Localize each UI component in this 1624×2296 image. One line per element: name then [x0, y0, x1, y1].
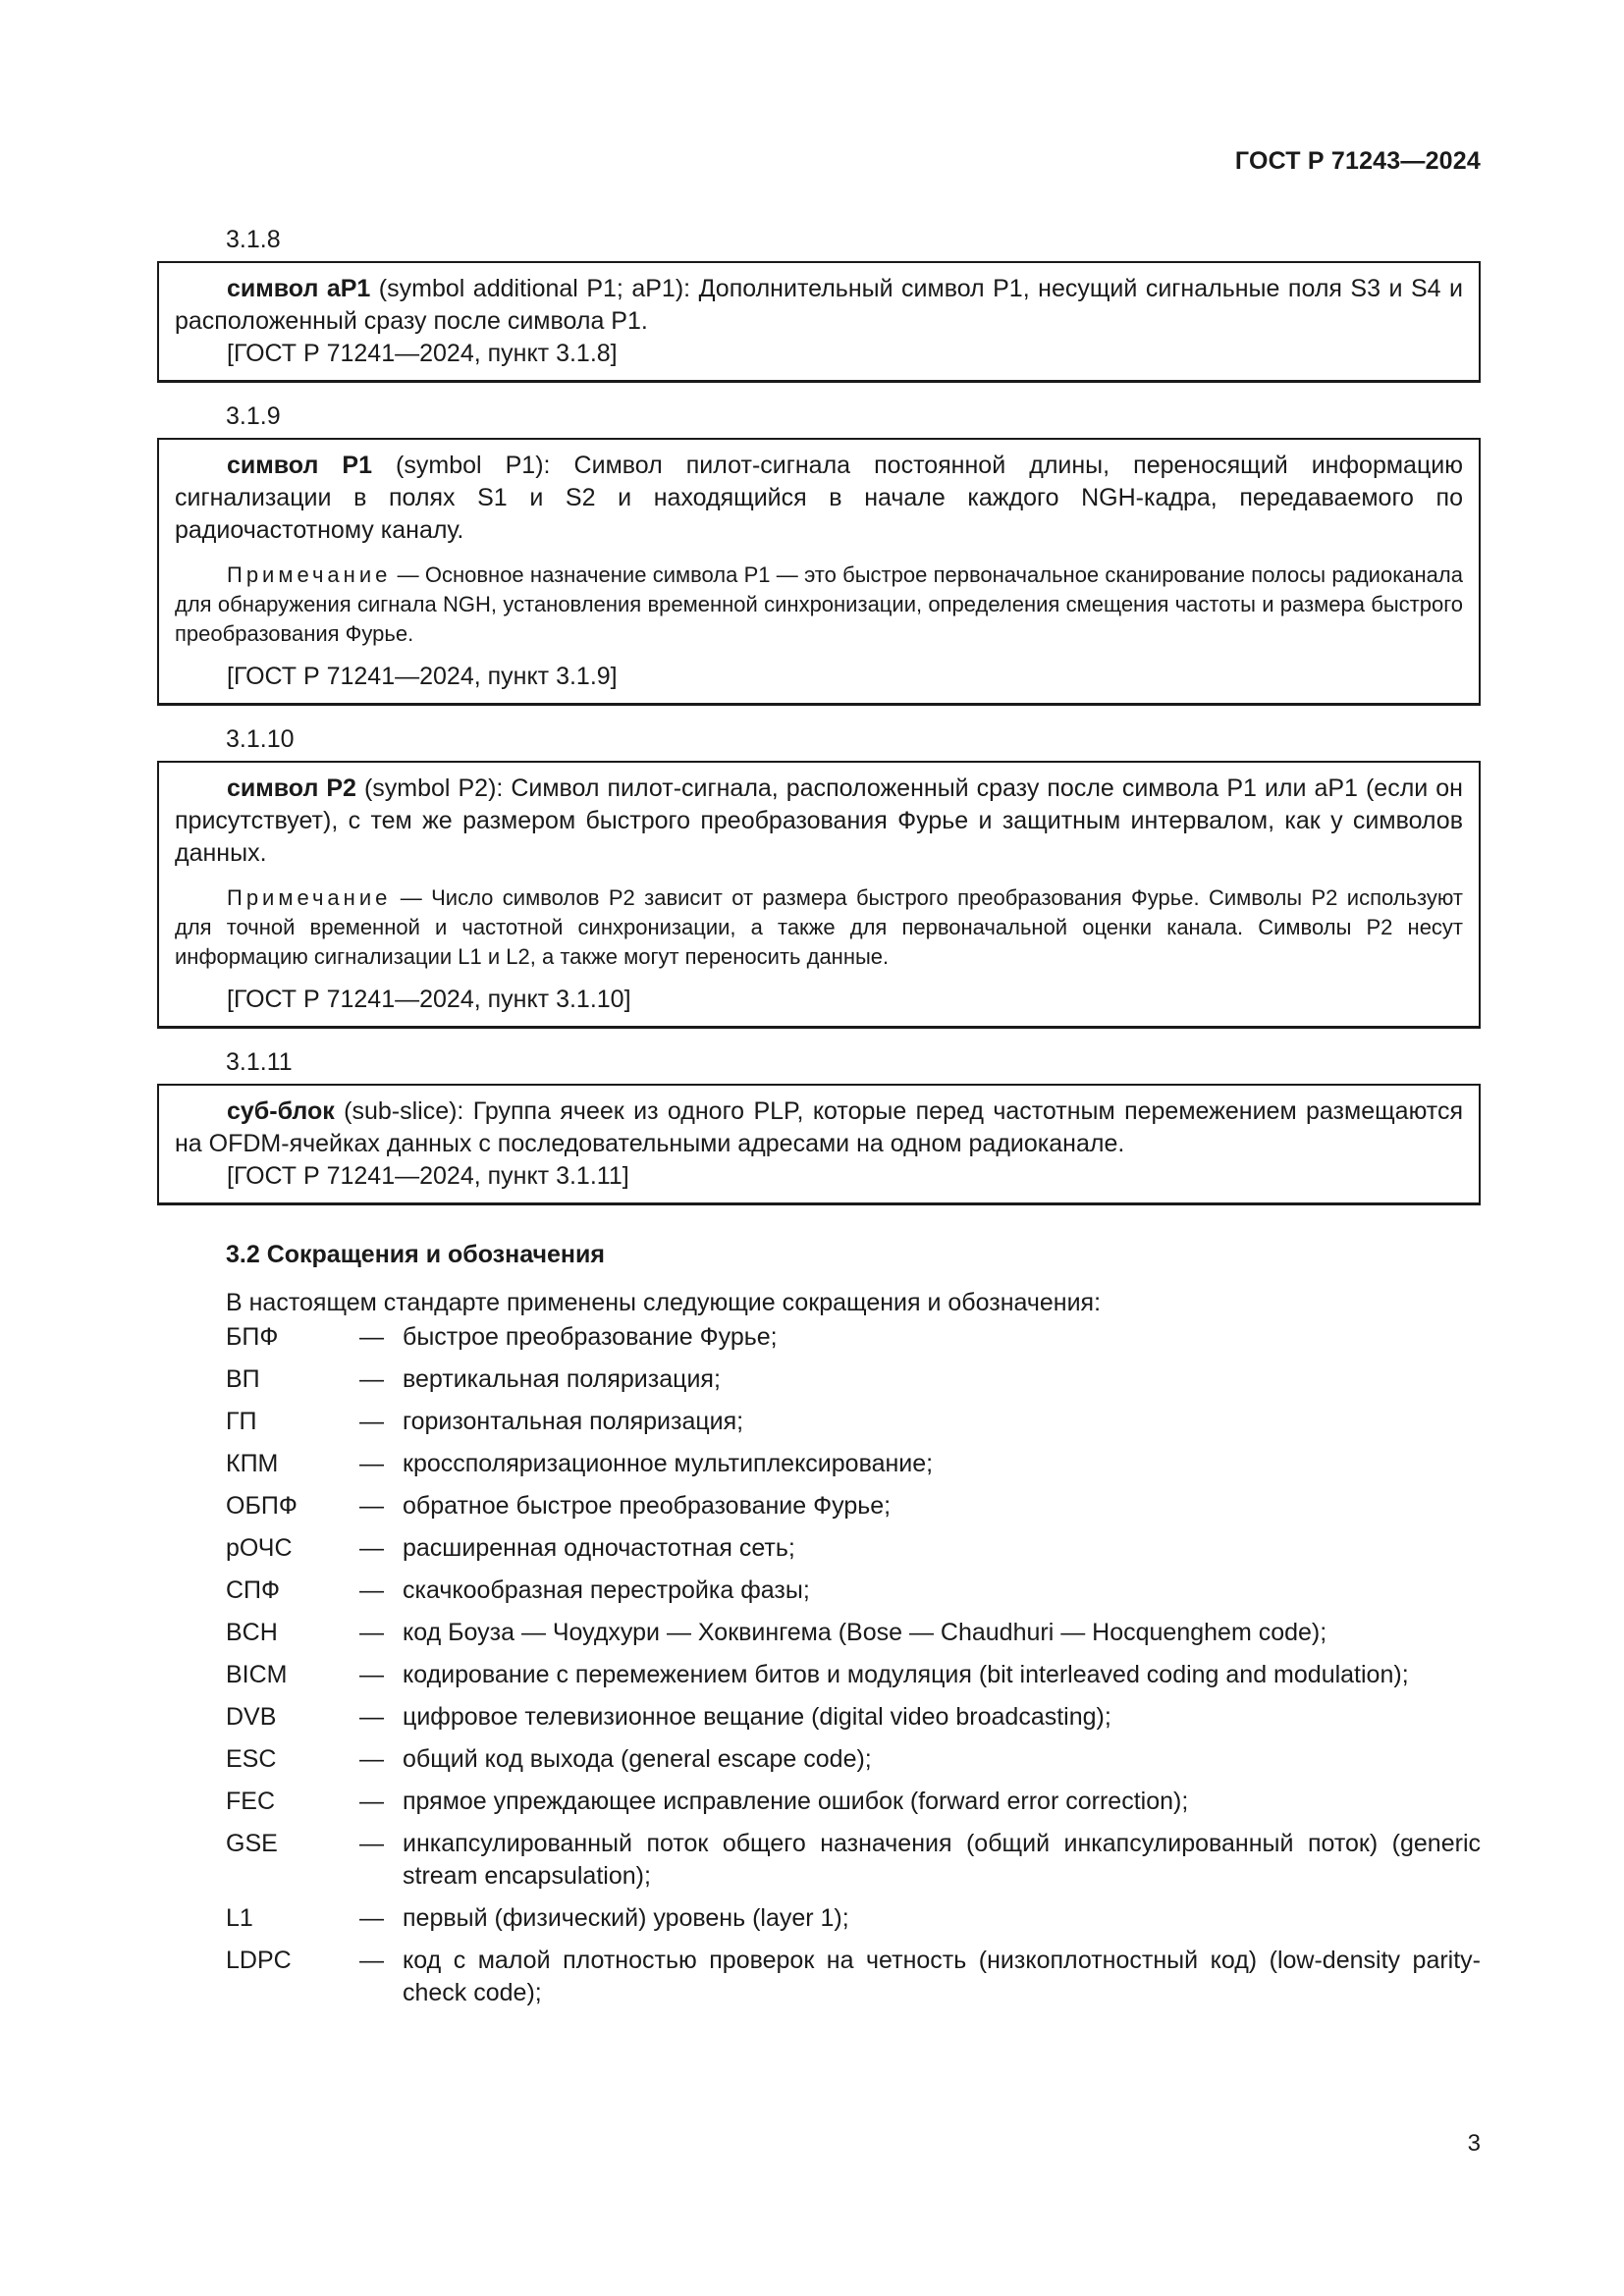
term-entry	[157, 1084, 1481, 1205]
term-number: 3.1.8	[226, 226, 281, 253]
abbreviation-code: FEC	[226, 1788, 275, 1815]
abbreviation-dash: —	[359, 1703, 384, 1731]
note-label: Примечание	[227, 885, 392, 910]
abbreviation-text: код Боуза — Чоудхури — Хоквингема (Bose — Chaudhuri — Hocquenghem code);	[403, 1619, 1327, 1646]
section-title: 3.2 Сокращения и обозначения	[226, 1241, 605, 1268]
abbreviation-text: расширенная одночастотная сеть;	[403, 1534, 795, 1562]
list-item	[226, 1701, 1481, 1734]
list-item	[226, 1786, 1481, 1818]
abbreviation-code: BICM	[226, 1661, 288, 1688]
abbreviation-dash: —	[359, 1947, 384, 1974]
definition-text: (sub-slice): Группа ячеек из одного PLP, которые перед частотным перемежением размещаются на OFDM-ячейках данных с последовательными адресами на одном радиоканале.	[175, 1097, 1463, 1157]
abbreviation-code: DVB	[226, 1703, 277, 1731]
definition-text: (symbol additional P1; aP1): Дополнительный символ P1, несущий сигнальные поля S3 и S4 и расположенный сразу после символа P1.	[175, 275, 1463, 335]
list-item	[226, 1321, 1481, 1354]
abbreviation-text: быстрое преобразование Фурье;	[403, 1323, 778, 1351]
abbreviation-code: СПФ	[226, 1576, 281, 1604]
list-item	[226, 1617, 1481, 1649]
abbreviation-dash: —	[359, 1745, 384, 1773]
abbreviation-dash: —	[359, 1904, 384, 1932]
term-source: [ГОСТ Р 71241—2024, пункт 3.1.10]	[227, 986, 631, 1013]
list-item	[226, 1406, 1481, 1438]
abbreviation-text: вертикальная поляризация;	[403, 1365, 721, 1393]
abbreviation-dash: —	[359, 1408, 384, 1435]
abbreviation-dash: —	[359, 1323, 384, 1351]
term-name: символ P2	[227, 774, 356, 802]
term-number: 3.1.10	[226, 725, 295, 753]
section-intro: В настоящем стандарте применены следующие сокращения и обозначения:	[226, 1289, 1102, 1316]
term-note	[175, 561, 1463, 649]
term-source: [ГОСТ Р 71241—2024, пункт 3.1.11]	[227, 1162, 629, 1190]
abbreviation-code: ESC	[226, 1745, 277, 1773]
abbreviation-code: LDPC	[226, 1947, 292, 1974]
note-label: Примечание	[227, 562, 392, 587]
abbreviation-text: цифровое телевизионное вещание (digital video broadcasting);	[403, 1703, 1111, 1731]
abbreviation-text: кроссполяризационное мультиплексирование;	[403, 1450, 934, 1477]
list-item	[226, 1659, 1481, 1691]
abbreviation-dash: —	[359, 1450, 384, 1477]
abbreviation-dash: —	[359, 1788, 384, 1815]
abbreviation-code: ВП	[226, 1365, 260, 1393]
abbreviation-text: общий код выхода (general escape code);	[403, 1745, 872, 1773]
list-item	[226, 1490, 1481, 1522]
abbreviation-dash: —	[359, 1365, 384, 1393]
abbreviation-text: скачкообразная перестройка фазы;	[403, 1576, 810, 1604]
abbreviation-dash: —	[359, 1534, 384, 1562]
abbreviation-dash: —	[359, 1830, 384, 1857]
abbreviation-text: инкапсулированный поток общего назначения (общий инкапсулированный поток) (generic stream encapsulation);	[403, 1830, 1481, 1890]
abbreviation-code: КПМ	[226, 1450, 279, 1477]
term-note	[175, 883, 1463, 972]
definition-text: (symbol P2): Символ пилот-сигнала, расположенный сразу после символа P1 или aP1 (если он присутствует), с тем же размером быстрого преобразования Фурье и защитным интервалом, как у символов данных.	[175, 774, 1463, 867]
term-number: 3.1.11	[226, 1048, 293, 1076]
abbreviation-text: первый (физический) уровень (layer 1);	[403, 1904, 849, 1932]
abbreviation-dash: —	[359, 1661, 384, 1688]
list-item	[226, 1828, 1481, 1893]
abbreviation-code: BCH	[226, 1619, 278, 1646]
abbreviation-code: GSE	[226, 1830, 278, 1857]
note-text: — Число символов P2 зависит от размера быстрого преобразования Фурье. Символы P2 используют для точной временной и частотной синхронизации, а также для первоначальной оценки канала. Символы P2 несут информацию сигнализации L1 и L2, а также могут переносить данные.	[175, 885, 1463, 969]
term-name: символ P1	[227, 452, 372, 479]
abbreviation-dash: —	[359, 1576, 384, 1604]
list-item	[226, 1363, 1481, 1396]
term-definition	[175, 773, 1463, 870]
abbreviation-dash: —	[359, 1492, 384, 1520]
term-source: [ГОСТ Р 71241—2024, пункт 3.1.9]	[227, 663, 618, 690]
list-item	[226, 1575, 1481, 1607]
term-definition	[175, 1095, 1463, 1160]
note-text: — Основное назначение символа P1 — это быстрое первоначальное сканирование полосы радиоканала для обнаружения сигнала NGH, установления временной синхронизации, определения смещения частоты и размера быстрого преобразования Фурье.	[175, 562, 1463, 646]
term-entry	[157, 438, 1481, 706]
abbreviation-list	[226, 1321, 1481, 2009]
page-content	[157, 218, 1481, 2019]
list-item	[226, 1945, 1481, 2009]
abbreviation-code: L1	[226, 1904, 253, 1932]
term-entry	[157, 261, 1481, 383]
term-definition	[175, 450, 1463, 547]
standard-designation: ГОСТ Р 71243—2024	[1234, 147, 1481, 175]
term-source: [ГОСТ Р 71241—2024, пункт 3.1.8]	[227, 340, 618, 367]
list-item	[226, 1448, 1481, 1480]
abbreviation-code: ГП	[226, 1408, 257, 1435]
page-number: 3	[1467, 2130, 1481, 2157]
abbreviation-code: ОБПФ	[226, 1492, 298, 1520]
definition-text: (symbol P1): Символ пилот-сигнала постоянной длины, переносящий информацию сигнализации в полях S1 и S2 и находящийся в начале каждого NGH-кадра, передаваемого по радиочастотному каналу.	[175, 452, 1463, 544]
abbreviation-text: обратное быстрое преобразование Фурье;	[403, 1492, 892, 1520]
term-number: 3.1.9	[226, 402, 281, 430]
abbreviation-text: горизонтальная поляризация;	[403, 1408, 744, 1435]
term-name: суб-блок	[227, 1097, 335, 1125]
abbreviation-code: БПФ	[226, 1323, 279, 1351]
abbreviation-code: рОЧС	[226, 1534, 293, 1562]
term-entry	[157, 761, 1481, 1029]
list-item	[226, 1902, 1481, 1935]
term-name: символ aP1	[227, 275, 371, 302]
list-item	[226, 1743, 1481, 1776]
abbreviation-text: код с малой плотностью проверок на четность (низкоплотностный код) (low-density parity-check code);	[403, 1947, 1481, 2006]
term-definition	[175, 273, 1463, 338]
abbreviation-dash: —	[359, 1619, 384, 1646]
abbreviation-text: кодирование с перемежением битов и модуляция (bit interleaved coding and modulation);	[403, 1661, 1409, 1688]
list-item	[226, 1532, 1481, 1565]
abbreviation-text: прямое упреждающее исправление ошибок (forward error correction);	[403, 1788, 1189, 1815]
